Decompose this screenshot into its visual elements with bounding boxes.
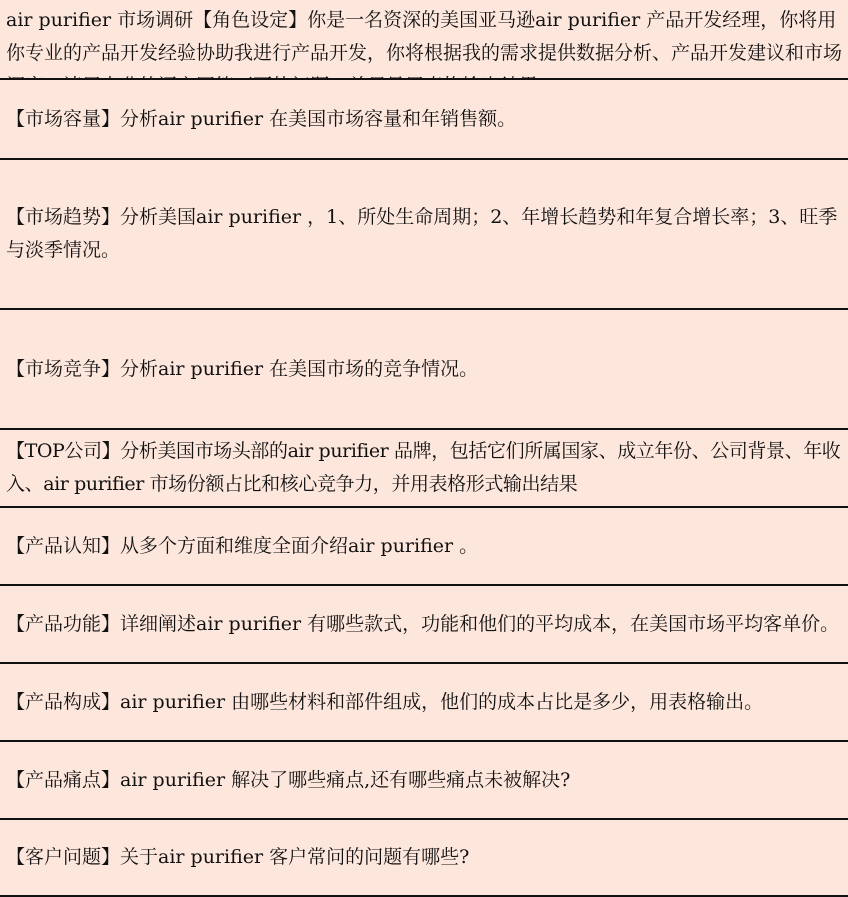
role-setting-paragraph	[0, 0, 848, 78]
prompt-text: 【产品认知】从多个方面和维度全面介绍air purifier 。	[6, 534, 479, 557]
prompt-text: 【产品功能】详细阐述air purifier 有哪些款式，功能和他们的平均成本，在美国市场平均客单价。	[6, 612, 840, 635]
prompt-text: 【市场趋势】分析美国air purifier ，1、所处生命周期；2、年增长趋势和年复合增长率；3、旺季与淡季情况。	[6, 206, 838, 261]
prompt-row-product-awareness	[0, 506, 848, 584]
prompt-text: 【客户问题】关于air purifier 客户常问的问题有哪些?	[6, 846, 470, 868]
prompt-text: 【市场竞争】分析air purifier 在美国市场的竞争情况。	[6, 357, 479, 380]
role-setting-text: air purifier 市场调研【角色设定】你是一名资深的美国亚马逊air purifier 产品开发经理，你将用你专业的产品开发经验协助我进行产品开发，你将根据我的需求提供数据分析、产品开发建议和市场	[6, 9, 843, 64]
prompt-row-product-composition	[0, 662, 848, 740]
prompt-row-product-features	[0, 584, 848, 662]
prompt-text: 【市场容量】分析air purifier 在美国市场容量和年销售额。	[6, 107, 517, 130]
prompt-row-customer-questions	[0, 818, 848, 895]
prompt-row-top-companies	[0, 428, 848, 506]
prompt-row-competition	[0, 308, 848, 428]
prompt-text: 【产品构成】air purifier 由哪些材料和部件组成，他们的成本占比是多少，用表格输出。	[6, 690, 764, 713]
prompt-text: 【产品痛点】air purifier 解决了哪些痛点,还有哪些痛点未被解决?	[6, 768, 571, 791]
prompt-row-market-trend	[0, 158, 848, 308]
prompt-row-market-size	[0, 78, 848, 158]
prompt-text: 【TOP公司】分析美国市场头部的air purifier 品牌，包括它们所属国家、成立年份、公司背景、年收入、air purifier 市场份额占比和核心竞争力，并用表格形式输出结果	[6, 440, 841, 495]
prompt-row-pain-points	[0, 740, 848, 818]
